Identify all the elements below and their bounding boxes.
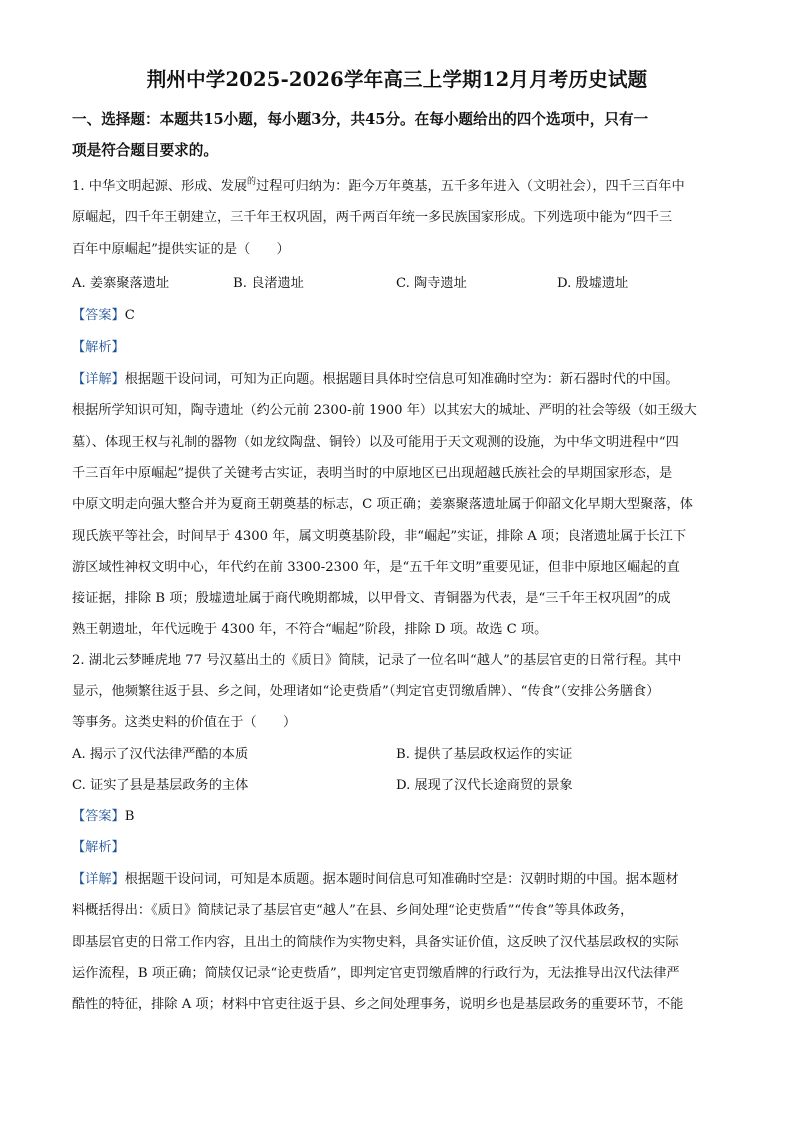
q2-option-b: B. 提供了基层政权运作的实证	[396, 747, 573, 762]
section-heading-line-2: 项是符合题目要求的。	[72, 142, 218, 159]
q1-stem-line-1	[72, 177, 685, 198]
q1-stem-part-a: 1. 中华文明起源、形成、发展	[72, 179, 248, 194]
q2-detail-line-1	[72, 870, 679, 890]
q1-detail-line-8: 接证据，排除 B 项；殷墟遗址属于商代晚期都城，以甲骨文、青铜器为代表，是“三千年王权巩固”的成	[72, 591, 671, 606]
q1-option-d: D. 殷墟遗址	[557, 276, 629, 291]
q1-answer-tag: 【答案】	[72, 308, 125, 323]
q2-detail-line-3: 即基层官吏的日常工作内容，且出土的简牍作为实物史料，具备实证价值，这反映了汉代基层政权的实际	[72, 935, 679, 950]
q1-option-b: B. 良渚遗址	[233, 276, 304, 291]
q2-stem-line-3: 等事务。这类史料的价值在于（ ）	[72, 715, 297, 730]
q1-stem-line-2: 原崛起，四千年王朝建立，三千年王权巩固，两千两百年统一多民族国家形成。下列选项中能为“四千三	[72, 210, 673, 225]
q2-option-c: C. 证实了县是基层政务的主体	[72, 778, 249, 793]
q1-detail-line-7: 游区域性神权文明中心，年代约在前 3300-2300 年，是“五千年文明”重要见证，但非中原地区崛起的直	[72, 560, 680, 575]
section-heading-line-1: 一、选择题：本题共15小题，每小题3分，共45分。在每小题给出的四个选项中，只有一	[72, 111, 649, 128]
q1-detail-line-9: 熟王朝遗址，年代远晚于 4300 年，不符合“崛起”阶段，排除 D 项。故选 C 项。	[72, 622, 548, 637]
q2-answer	[72, 807, 134, 827]
q2-answer-value: B	[124, 809, 135, 824]
q1-detail-tag: 【详解】	[72, 372, 125, 387]
page-title: 荆州中学2025-2026学年高三上学期12月月考历史试题	[146, 68, 648, 91]
q1-analysis-tag: 【解析】	[72, 340, 125, 355]
q2-detail-line-5: 酷性的特征，排除 A 项；材料中官吏往返于县、乡之间处理事务，说明乡也是基层政务的重要环节，不能	[72, 997, 684, 1012]
q1-detail-line-6: 现氏族平等社会，时间早于 4300 年，属文明奠基阶段，非“崛起”实证，排除 A 项；良渚遗址属于长江下	[72, 529, 687, 544]
q1-stem-line-3: 百年中原崛起”提供实证的是（ ）	[72, 242, 290, 257]
q1-stem-superscript: 的	[247, 177, 257, 187]
q2-stem-line-1: 2. 湖北云梦睡虎地 77 号汉墓出土的《质日》简牍，记录了一位名叫“越人”的基层官吏的日常行程。其中	[72, 653, 682, 668]
q1-detail-text-1: 根据题干设问词，可知为正向题。根据题目具体时空信息可知准确时空为：新石器时代的中国。	[124, 372, 679, 387]
q1-detail-line-3: 墓）、体现王权与礼制的器物（如龙纹陶盘、铜铃）以及可能用于天文观测的设施，为中华文明进程中“四	[72, 435, 679, 450]
q1-stem-part-b: 过程可归纳为：距今万年奠基，五千多年进入（文明社会），四千三百年中	[256, 179, 685, 194]
q2-option-a: A. 揭示了汉代法律严酷的本质	[72, 747, 249, 762]
q1-answer-value: C	[124, 308, 135, 323]
q1-detail-line-4: 千三百年中原崛起”提供了关键考古实证，表明当时的中原地区已出现超越氏族社会的早期国家形态，是	[72, 466, 673, 481]
q2-stem-line-2: 显示，他频繁往返于县、乡之间，处理诸如“论吏赀盾”（判定官吏罚缴盾牌）、“传食”（安排公务膳食）	[72, 684, 660, 699]
q1-detail-line-1	[72, 370, 679, 390]
q1-detail-line-2: 根据所学知识可知，陶寺遗址（约公元前 2300-前 1900 年）以其宏大的城址、严明的社会等级（如王级大	[72, 403, 697, 418]
q1-option-c: C. 陶寺遗址	[396, 276, 467, 291]
q2-answer-tag: 【答案】	[72, 809, 125, 824]
q2-detail-text-1: 根据题干设问词，可知是本质题。据本题时间信息可知准确时空是：汉朝时期的中国。据本题材	[124, 872, 679, 887]
q2-option-d: D. 展现了汉代长途商贸的景象	[396, 778, 573, 793]
q2-detail-tag: 【详解】	[72, 872, 125, 887]
q2-detail-line-4: 运作流程，B 项正确；简牍仅记录“论吏赀盾”，即判定官吏罚缴盾牌的行政行为，无法推导出汉代法律严	[72, 966, 680, 981]
q2-detail-line-2: 料概括得出：《质日》简牍记录了基层官吏“越人”在县、乡间处理“论吏赀盾”“传食”等具体政务，	[72, 903, 634, 918]
q1-answer	[72, 306, 135, 326]
q2-analysis-tag: 【解析】	[72, 840, 125, 855]
q1-detail-line-5: 中原文明走向强大整合并为夏商王朝奠基的标志，C 项正确；姜寨聚落遗址属于仰韶文化早期大型聚落，体	[72, 497, 693, 512]
q1-option-a: A. 姜寨聚落遗址	[72, 276, 170, 291]
